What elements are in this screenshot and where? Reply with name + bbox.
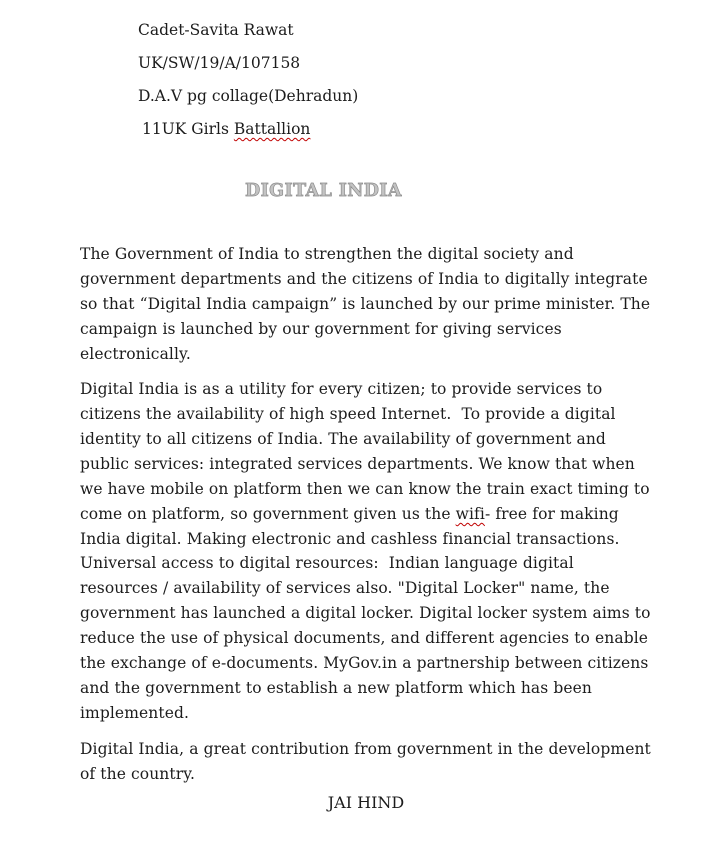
closing-salutation: JAI HIND <box>327 793 405 812</box>
paragraph-utility-text-before: Digital India is as a utility for every citizen; to provide services to citizens the availability of high speed Internet. To provide a digital identity to all citizens of India. The availability of government and public services: integrated services departments. We know that when we have mobile on platform then we can know the train exact timing to come on platform, so government given us the <box>80 380 655 523</box>
header-line-battalion <box>138 113 358 146</box>
paragraph-conclusion: Digital India, a great contribution from government in the development of the country. <box>80 740 656 783</box>
paragraph-campaign-intro: The Government of India to strengthen the digital society and government departments and the citizens of India to digitally integrate so that “Digital India campaign” is launched by our prime minister. The campaign is launched by our government for giving services electronically. <box>80 245 656 363</box>
misspelled-word-battallion: Battallion <box>233 120 311 138</box>
battalion-text: 11UK Girls <box>142 120 234 138</box>
paragraph-utility-text-after: - free for making India digital. Making electronic and cashless financial transactions. <box>80 505 624 548</box>
paragraph-digital-locker: Universal access to digital resources: Indian language digital resources / availability of services also. "Digital Locker" name, the government has launched a digital locker. Digital locker system aims to reduce the use of physical documents, and different agencies to enable the exchange of e-documents. MyGov.in a partnership between citizens and the government to establish a new platform which has been implemented. <box>80 554 656 722</box>
misspelled-word-wifi: wifi <box>455 505 485 523</box>
paragraph-utility-services <box>80 377 655 552</box>
header-line-college: D.A.V pg collage(Dehradun) <box>138 87 359 105</box>
header-line-regimental-number: UK/SW/19/A/107158 <box>138 54 301 72</box>
document-title: DIGITAL INDIA <box>245 181 402 201</box>
header-line-cadet-name: Cadet-Savita Rawat <box>138 21 294 39</box>
document-header <box>138 14 358 146</box>
